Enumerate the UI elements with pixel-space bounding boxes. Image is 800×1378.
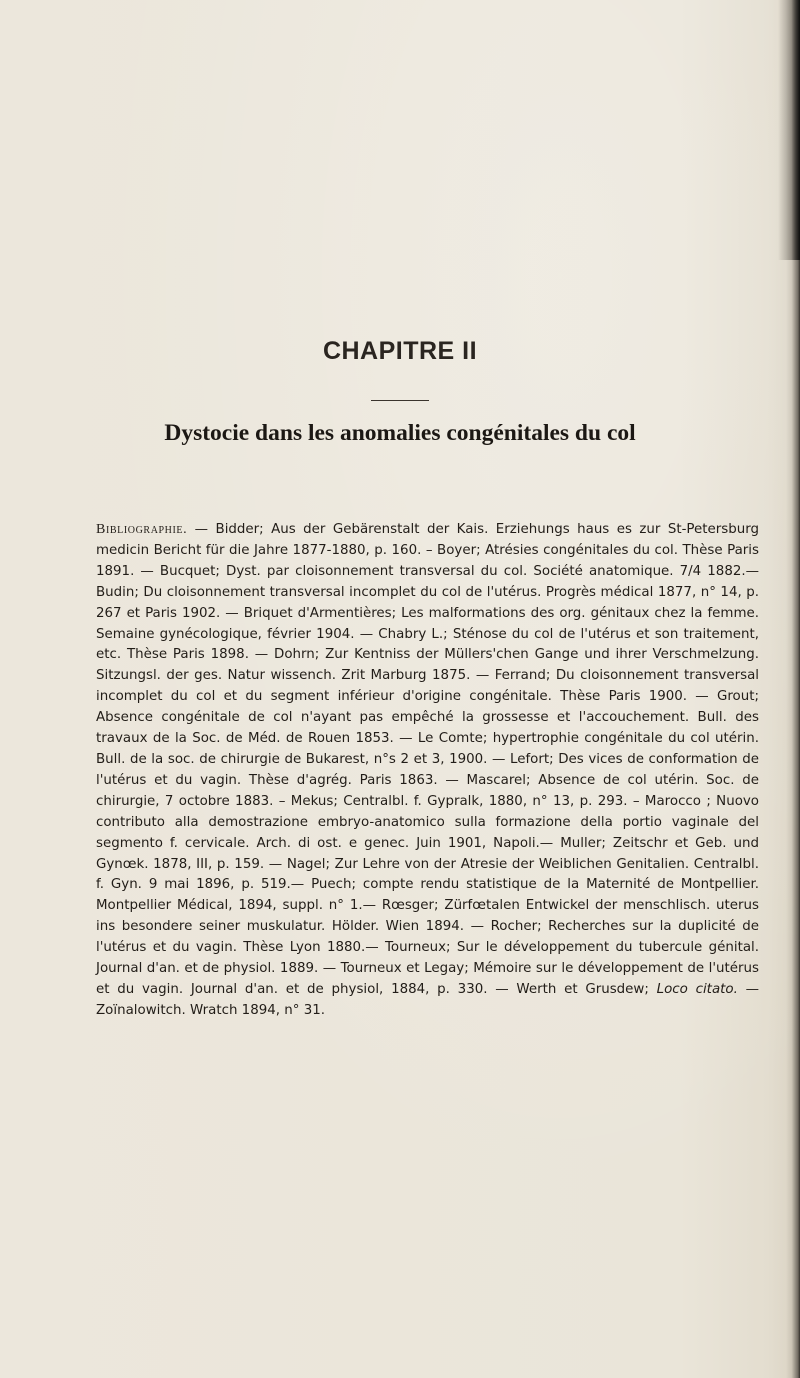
bibliography-italic-citation: Loco citato.: [656, 981, 738, 997]
bibliography-paragraph: [96, 520, 759, 1022]
bibliography-text-end: — Zoïnalowitch. Wratch 1894, n° 31.: [96, 981, 759, 1018]
page-edge-shadow: [778, 0, 800, 260]
chapter-heading: CHAPITRE II: [322, 337, 478, 365]
chapter-title: Dystocie dans les anomalies congénitales du col: [164, 420, 636, 446]
divider-rule: [371, 400, 429, 401]
bibliography-label: Bibliographie.: [96, 522, 188, 537]
bibliography-text: — Bidder; Aus der Gebärenstalt der Kais. Erziehungs haus es zur St-Petersburg medicin Bericht für die Jahre 1877-1880, p. 160. – Boyer; Atrésies congénitales du col. Thèse Paris 1891. — Bucquet; Dyst. par cloisonnement transversal du col. Société anatomique. 7/4 1882.— Budin; Du cloisonnement transversal incomplet du col de l'utérus. Progrès médical 1877, n° 14, p. 267 et Paris 1902. — Briquet d'Armentières; Les malformations des org. génitaux chez la femme. Semaine gynécologique, février 1904. — Chabry L.; Sténose du col de l'utérus et son traitement, etc. Thèse Paris 1898. — Dohrn; Zur Kentniss der Müllers'chen Gange und ihrer Verschmelzung. Sitzungsl. der ges. Natur wissench. Zrit Marburg 1875. — Ferrand; Du cloisonnement transversal incomplet du col et du segment inférieur d'origine congénitale. Thèse Paris 1900. — Grout; Absence congénitale de col n'ayant pas empêché la grossesse et l'accouchement. Bull. des travaux de la Soc. de Méd. de Rouen 1853. — Le Comte; hypertrophie congénitale du col utérin. Bull. de la soc. de chirurgie de Bukarest, n°s 2 et 3, 1900. — Lefort; Des vices de conformation de l'utérus et du vagin. Thèse d'agrég. Paris 1863. — Mascarel; Absence de col utérin. Soc. de chirurgie, 7 octobre 1883. – Mekus; Centralbl. f. Gypralk, 1880, n° 13, p. 293. – Marocco ; Nuovo contributo alla demostrazione embryo-anatomico sulla formazione della portio vaginale del segmento f. cervicale. Arch. di ost. e genec. Juin 1901, Napoli.— Muller; Zeitschr et Geb. und Gynœk. 1878, III, p. 159. — Nagel; Zur Lehre von der Atresie der Weiblichen Genitalien. Centralbl. f. Gyn. 9 mai 1896, p. 519.— Puech; compte rendu statistique de la Maternité de Montpellier. Montpellier Médical, 1894, suppl. n° 1.— Rœsger; Zürfœtalen Entwickel der menschlisch. uterus ins besondere seiner muskulatur. Hölder. Wien 1894. — Rocher; Recherches sur la duplicité de l'utérus et du vagin. Thèse Lyon 1880.— Tourneux; Sur le développement du tubercule génital. Journal d'an. et de physiol. 1889. — Tourneux et Legay; Mémoire sur le développement de l'utérus et du vagin. Journal d'an. et de physiol, 1884, p. 330. — Werth et Grusdew;: [96, 522, 759, 997]
